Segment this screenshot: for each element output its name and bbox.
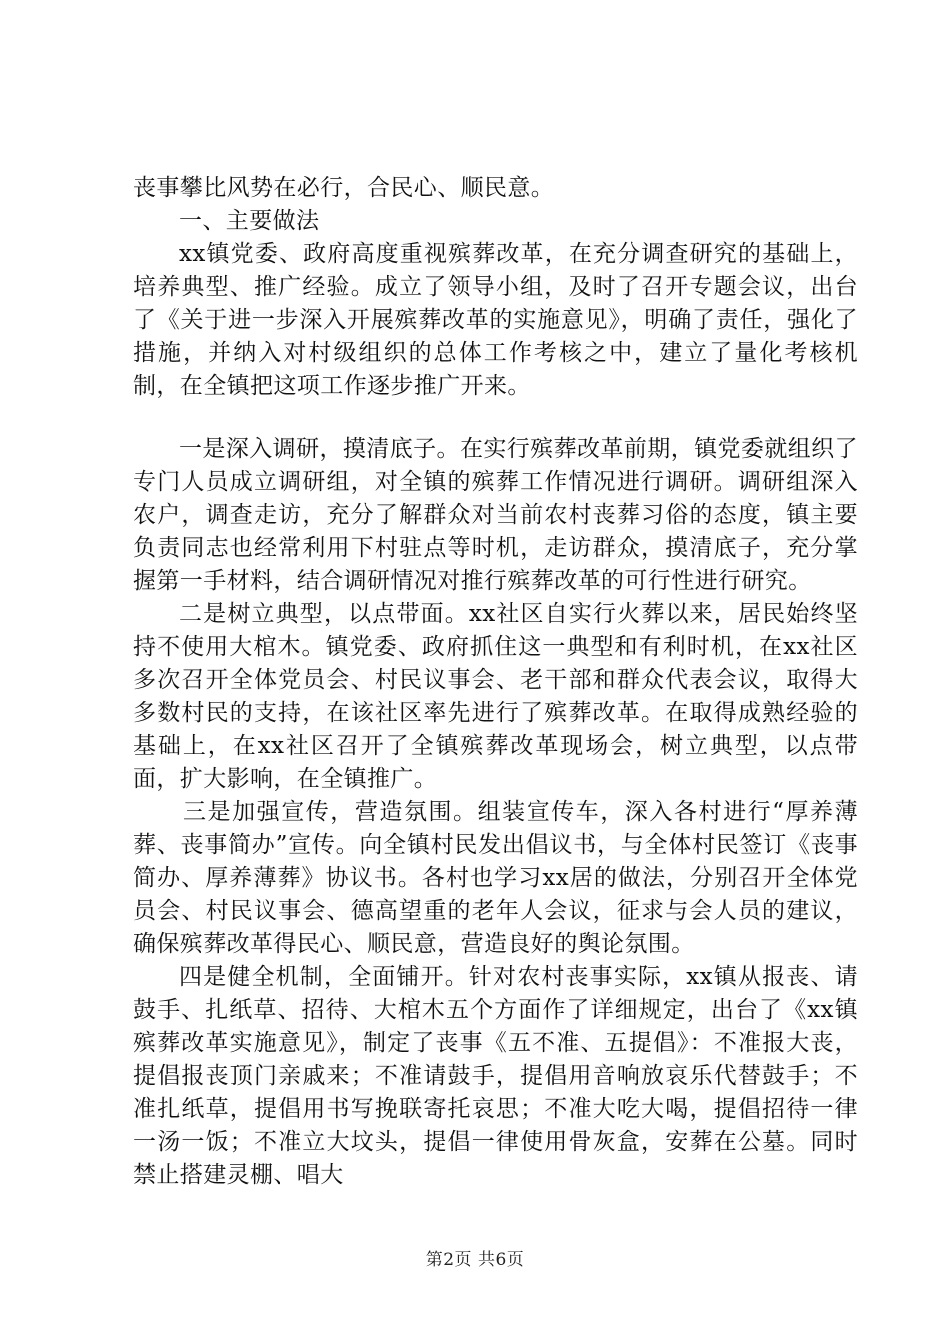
paragraph-point-2: 二是树立典型，以点带面。xx社区自实行火葬以来，居民始终坚持不使用大棺木。镇党委、政府抓住这一典型和有利时机，在xx社区多次召开全体党员会、村民议事会、老干部和群众代表会议，取得大多数村民的支持，在该社区率先进行了殡葬改革。在取得成熟经验的基础上，在xx社区召开了全镇殡葬改革现场会，树立典型，以点带面，扩大影响，在全镇推广。: [133, 601, 858, 792]
paragraph-continuation: 丧事攀比风势在必行，合民心、顺民意。: [133, 175, 555, 201]
paragraph-point-3: 三是加强宣传，营造氛围。组装宣传车，深入各村进行“厚养薄葬、丧事简办”宣传。向全镇村民发出倡议书，与全体村民签订《丧事简办、厚养薄葬》协议书。各村也学习xx居的做法，分别召开全体党员会、村民议事会、德高望重的老年人会议，征求与会人员的建议，确保殡葬改革得民心、顺民意，营造良好的舆论氛围。: [133, 799, 858, 957]
page-number: 第2页 共6页: [425, 1250, 525, 1270]
document-body: [133, 172, 858, 1192]
paragraph-main-practices: xx镇党委、政府高度重视殡葬改革，在充分调查研究的基础上，培养典型、推广经验。成立了领导小组，及时了召开专题会议，出台了《关于进一步深入开展殡葬改革的实施意见》，明确了责任，强化了措施，并纳入对村级组织的总体工作考核之中，建立了量化考核机制，在全镇把这项工作逐步推广开来。: [133, 241, 858, 399]
paragraph-point-1: 一是深入调研，摸清底子。在实行殡葬改革前期，镇党委就组织了专门人员成立调研组，对全镇的殡葬工作情况进行调研。调研组深入农户，调查走访，充分了解群众对当前农村丧葬习俗的态度，镇主要负责同志也经常利用下村驻点等时机，走访群众，摸清底子，充分掌握第一手材料，结合调研情况对推行殡葬改革的可行性进行研究。: [133, 436, 858, 594]
paragraph-point-4: 四是健全机制，全面铺开。针对农村丧事实际，xx镇从报丧、请鼓手、扎纸草、招待、大棺木五个方面作了详细规定，出台了《xx镇殡葬改革实施意见》，制定了丧事《五不准、五提倡》：不准报大丧，提倡报丧顶门亲戚来；不准请鼓手，提倡用音响放哀乐代替鼓手；不准扎纸草，提倡用书写挽联寄托哀思；不准大吃大喝，提倡招待一律一汤一饭；不准立大坟头，提倡一律使用骨灰盒，安葬在公墓。同时禁止搭建灵棚、唱大: [133, 964, 858, 1188]
section-heading: 一、主要做法: [179, 208, 320, 234]
